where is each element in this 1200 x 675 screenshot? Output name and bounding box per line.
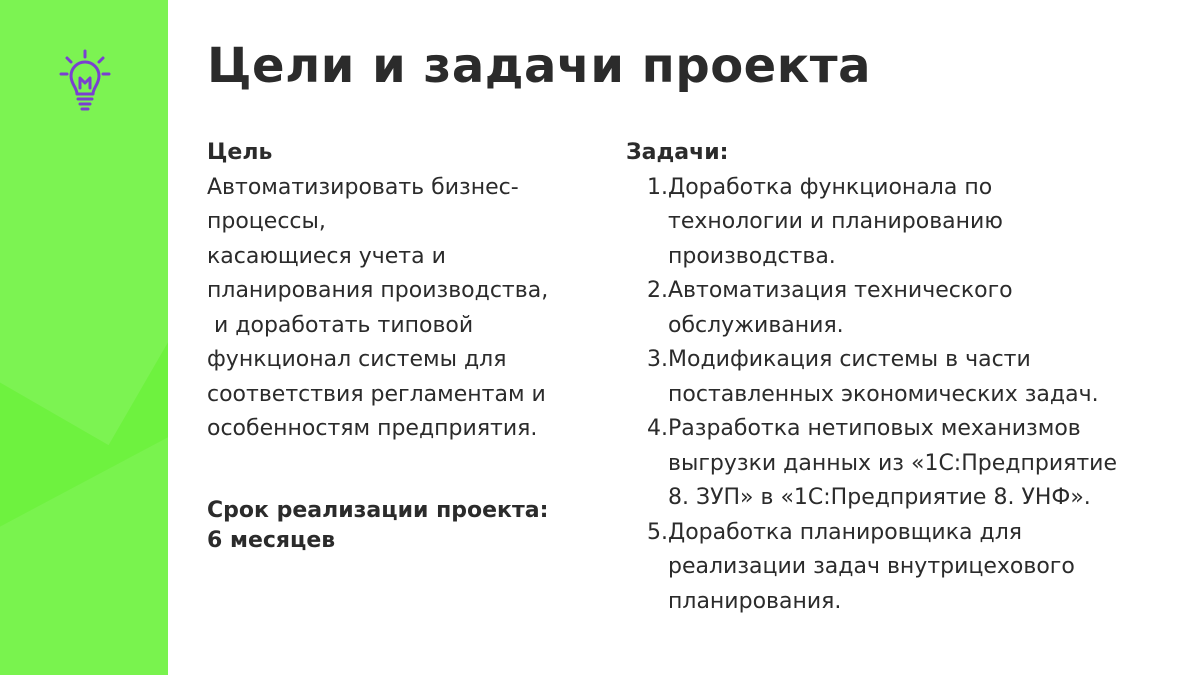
task-line: реализации задач внутрицехового: [668, 554, 1075, 579]
project-term: [207, 496, 548, 556]
task-item-3: [626, 343, 1186, 412]
task-line: Модификация системы в части: [668, 347, 1031, 372]
task-number: 3.: [647, 347, 668, 372]
task-number: 1.: [647, 174, 668, 200]
task-line: Автоматизация технического: [668, 278, 1013, 303]
task-number: 2.: [647, 278, 668, 303]
term-label: Срок реализации проекта:: [207, 498, 549, 523]
goal-line: планирования производства,: [207, 278, 549, 303]
term-value: 6 месяцев: [207, 528, 336, 553]
task-line: Разработка нетиповых механизмов: [668, 416, 1081, 441]
task-item-1: [626, 171, 1186, 275]
goal-line: особенностям предприятия.: [207, 416, 538, 441]
goal-line: соответствия регламентам и: [207, 381, 546, 407]
task-line: производства.: [668, 243, 836, 269]
task-line: 8. ЗУП» в «1С:Предприятие 8. УНФ».: [668, 485, 1091, 510]
task-line: Доработка функционала по: [668, 174, 993, 200]
goal-heading: Цель: [207, 140, 273, 165]
task-item-4: [626, 412, 1186, 516]
tasks-heading: Задачи:: [626, 140, 729, 165]
task-line: выгрузки данных из «1С:Предприятие: [668, 450, 1118, 476]
page-title: Цели и задачи проекта: [207, 38, 872, 94]
task-line: планирования.: [668, 588, 842, 614]
goal-section: [207, 136, 607, 447]
task-item-2: [626, 274, 1186, 343]
sidebar-accent: [0, 0, 168, 675]
tasks-section: [626, 136, 1186, 619]
goal-line: касающиеся учета и: [207, 243, 446, 269]
task-line: технологии и планированию: [668, 209, 1003, 234]
goal-line: процессы,: [207, 209, 326, 234]
goal-line: Автоматизировать бизнес-: [207, 174, 519, 200]
goal-line: и доработать типовой: [207, 312, 474, 338]
task-item-5: [626, 516, 1186, 620]
task-line: поставленных экономических задач.: [668, 381, 1099, 407]
task-number: 4.: [647, 416, 668, 441]
task-line: обслуживания.: [668, 312, 844, 338]
lightbulb-icon: [59, 48, 111, 112]
sidebar-stripe-lower: [0, 401, 168, 675]
goal-text: [207, 171, 607, 447]
task-number: 5.: [647, 519, 668, 545]
goal-line: функционал системы для: [207, 347, 507, 372]
task-line: Доработка планировщика для: [668, 519, 1022, 545]
